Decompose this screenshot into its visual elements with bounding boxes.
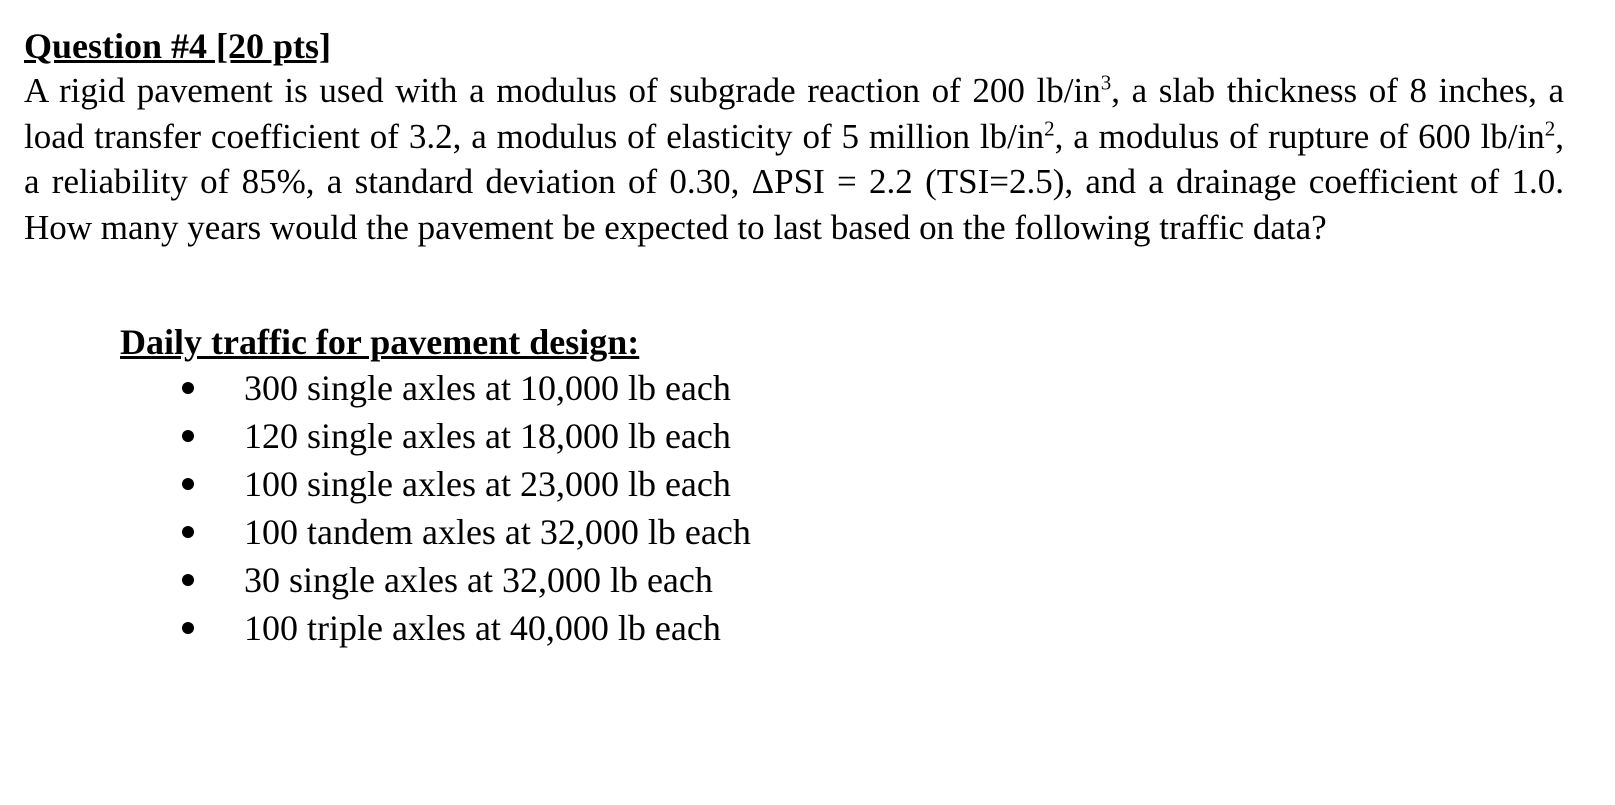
traffic-section (120, 320, 1020, 652)
bullet-icon (182, 430, 194, 442)
traffic-list (120, 364, 1020, 652)
question-text-part-4: , a reliability of 85%, a standard deviation of 0.30, ΔPSI = 2.2 (TSI=2.5), and a drainage coefficient of 1.0. How many years would the pavement be expected to last based on the following traffic data? (24, 116, 1564, 247)
question-title: Question #4 [20 pts] (24, 26, 332, 66)
document-page (24, 24, 1564, 250)
traffic-list-item (120, 460, 1020, 508)
traffic-item-text: 100 triple axles at 40,000 lb each (244, 608, 721, 648)
traffic-item-text: 30 single axles at 32,000 lb each (244, 560, 713, 600)
bullet-icon (182, 574, 194, 586)
question-text-part-3: , a modulus of rupture of 600 lb/in (1054, 116, 1545, 156)
traffic-item-text: 100 single axles at 23,000 lb each (244, 464, 731, 504)
traffic-list-item (120, 508, 1020, 556)
superscript-squared: 2 (1044, 115, 1055, 140)
bullet-icon (182, 526, 194, 538)
traffic-item-text: 300 single axles at 10,000 lb each (244, 368, 731, 408)
bullet-icon (182, 478, 194, 490)
traffic-item-text: 100 tandem axles at 32,000 lb each (244, 512, 751, 552)
traffic-heading: Daily traffic for pavement design: (120, 322, 640, 362)
traffic-item-text: 120 single axles at 18,000 lb each (244, 416, 731, 456)
bullet-icon (182, 622, 194, 634)
traffic-list-item (120, 412, 1020, 460)
question-text-part-1: A rigid pavement is used with a modulus of subgrade reaction of 200 lb/in (24, 71, 1101, 110)
traffic-list-item (120, 604, 1020, 652)
question-body (24, 68, 1564, 250)
traffic-list-item (120, 556, 1020, 604)
superscript-cubed: 3 (1100, 70, 1112, 95)
bullet-icon (182, 382, 194, 394)
superscript-squared: 2 (1544, 115, 1556, 140)
traffic-list-item (120, 364, 1020, 412)
question-text-part-2: , a slab thickness of 8 inches, a load transfer coefficient of 3.2, a modulus of elasticity of 5 million lb/in (24, 71, 1564, 156)
